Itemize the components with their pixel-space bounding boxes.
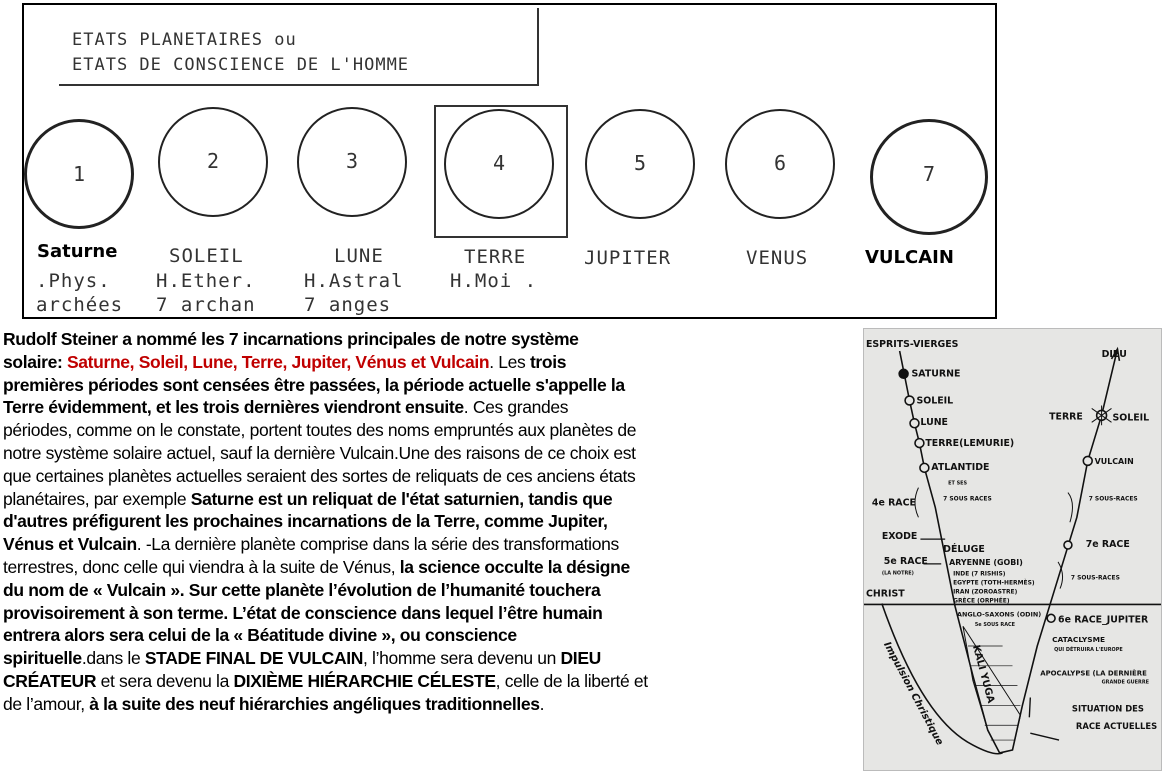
text-segment: .: [539, 693, 545, 714]
label-lune: LUNE: [920, 417, 948, 429]
bold-text: d'autres préfigurent les prochaines incarnations de la Terre, comme Jupiter,: [3, 511, 608, 532]
label-sous-races-right-1: 7 SOUS-RACES: [1088, 495, 1138, 503]
bold-text: Rudolf Steiner a nommé les 7 incarnations principales de notre système: [3, 329, 579, 349]
label-saturne: SATURNE: [911, 368, 961, 380]
text-line: [3, 442, 861, 465]
label-grece: GRÈCE (ORPHÉE): [953, 597, 1010, 605]
label-soleil-right: SOLEIL: [1112, 412, 1150, 424]
figure-title-line-2: ETATS DE CONSCIENCE DE L'HOMME: [72, 55, 410, 75]
label-sous-race-5: 5e SOUS RACE: [974, 622, 1016, 629]
label-iran: IRAN (ZOROASTRE): [953, 588, 1018, 596]
text-segment: .dans le: [81, 648, 145, 669]
circle-number: 6: [773, 151, 787, 175]
text-line: [3, 419, 861, 442]
circle-number: 1: [72, 162, 86, 186]
label-et-ses: ET SES: [948, 480, 968, 487]
label-dieu: DIEU: [1101, 348, 1127, 360]
row3-archanges: 7 archan: [156, 294, 256, 316]
label-soleil: SOLEIL: [169, 245, 244, 267]
text-line: [3, 488, 861, 511]
planet-circle-2: [158, 107, 268, 217]
label-impulsion-christique: Impulsion Christique: [881, 640, 945, 748]
bold-text: CRÉATEUR: [3, 670, 97, 691]
bold-text: Vénus et Vulcain: [3, 534, 137, 555]
text-segment: de l’amour,: [3, 693, 90, 714]
planet-circle-5: [585, 109, 695, 219]
bold-text: Saturne est un reliquat de l'état saturnien, tandis que: [190, 488, 613, 509]
row2-ether: H.Ether.: [156, 270, 256, 292]
bold-text: à la suite des neuf hiérarchies angéliques traditionnelles: [89, 693, 540, 714]
figure-title-line-1: ETATS PLANETAIRES ou: [72, 30, 297, 50]
text-segment: . Les: [489, 351, 530, 372]
text-line: [3, 510, 861, 533]
bold-text: entrera alors sera celui de la « Béatitude divine », ou conscience: [3, 625, 517, 646]
text-segment: . Ces grandes: [463, 397, 569, 418]
planet-circle-6: [725, 109, 835, 219]
text-segment: . -La dernière planète comprise dans la série des transformations: [136, 534, 619, 555]
planet-circle-4: [444, 109, 554, 219]
text-line: [3, 670, 861, 693]
bold-text: DIEU: [560, 648, 601, 669]
label-race-6-jupiter: 6e RACE_JUPITER: [1058, 614, 1149, 626]
text-line: [3, 351, 861, 374]
text-line: [3, 465, 861, 488]
label-jupiter: JUPITER: [584, 247, 672, 269]
label-race-7: 7e RACE: [1085, 539, 1130, 551]
text-segment: terrestres, donc celle qui viendra à la suite de Vénus,: [3, 556, 400, 577]
label-race-4: 4e RACE: [871, 497, 916, 509]
text-line: [3, 602, 861, 625]
circle-number: 3: [345, 149, 359, 173]
label-christ: CHRIST: [865, 588, 905, 600]
label-race-5: 5e RACE: [883, 555, 928, 567]
text-segment: périodes, comme on le constate, portent toutes des noms empruntés aux planètes de: [3, 420, 637, 441]
label-terre: TERRE: [464, 246, 527, 268]
row2-astral: H.Astral: [304, 270, 404, 292]
bold-text: STADE FINAL DE VULCAIN: [144, 648, 364, 669]
evolution-curve: [900, 349, 1118, 753]
bold-text: la science occulte la désigne: [399, 556, 630, 577]
bold-text: premières périodes sont censées être passées, la période actuelle s'appelle la: [3, 374, 625, 395]
bold-text: provisoirement à son terme. L’état de conscience dans lequel l’être humain: [3, 602, 603, 623]
text-line: [3, 396, 861, 419]
row2-phys: .Phys.: [36, 270, 111, 292]
figure-title-box: [59, 8, 539, 86]
bold-text: Terre évidemment, et les trois dernières viendront ensuite: [3, 397, 464, 418]
bold-text: du nom de « Vulcain ». Sur cette planète l’évolution de l’humanité touchera: [3, 579, 601, 600]
planetary-states-figure: [22, 3, 997, 319]
bold-text: DIXIÈME HIÉRARCHIE CÉLESTE: [233, 670, 496, 691]
text-segment: , celle de la liberté et: [495, 670, 648, 691]
label-apocalypse: APOCALYPSE (LA DERNIÈRE: [1040, 669, 1147, 678]
label-terre: TERRE: [1049, 411, 1083, 423]
text-line: [3, 533, 861, 556]
label-la-notre: (LA NOTRE): [881, 570, 914, 577]
label-sous-races-left: 7 SOUS RACES: [943, 495, 992, 503]
bold-text: solaire:: [3, 351, 67, 372]
text-line: [3, 556, 861, 579]
label-soleil: SOLEIL: [916, 395, 954, 407]
circle-number: 5: [633, 151, 647, 175]
label-deluge: DÉLUGE: [943, 543, 985, 555]
label-venus: VENUS: [746, 247, 809, 269]
row3-archees: archées: [36, 294, 124, 316]
label-lune: LUNE: [334, 245, 384, 267]
label-exode: EXODE: [881, 531, 918, 543]
circle-number: 2: [206, 149, 220, 173]
label-cataclysme-sub: QUI DÉTRUIRA L'EUROPE: [1054, 646, 1123, 653]
label-inde: INDE (7 RISHIS): [953, 570, 1006, 578]
planet-circle-1: [24, 119, 134, 229]
text-segment: notre système solaire actuel, sauf la dernière Vulcain.Une des raisons de ce choix est: [3, 442, 636, 463]
article-paragraph: [3, 328, 861, 716]
label-situation-2: RACE ACTUELLES: [1075, 721, 1158, 732]
label-terre-lemurie: TERRE(LEMURIE): [925, 438, 1015, 450]
label-egypte: EGYPTE (TOTH-HERMÈS): [953, 579, 1035, 587]
label-apocalypse-sub: GRANDE GUERRE: [1101, 679, 1150, 686]
label-situation-1: SITUATION DES: [1071, 703, 1144, 714]
text-line: [3, 693, 861, 716]
label-kali-yuga: KALI YUGA: [970, 643, 997, 705]
label-anglo-saxons: ANGLO-SAXONS (ODIN): [957, 610, 1042, 619]
label-atlantide: ATLANTIDE: [931, 461, 990, 473]
label-vulcain: VULCAIN: [859, 247, 960, 268]
evolution-scheme-diagram: [863, 328, 1162, 771]
text-segment: que certaines planètes actuelles seraient des sortes de reliquats de ces anciens états: [3, 465, 636, 486]
bold-text: spirituelle: [3, 648, 82, 669]
text-segment: planétaires, par exemple: [3, 488, 191, 509]
text-line: [3, 328, 861, 351]
label-esprits-vierges: ESPRITS-VIERGES: [865, 339, 959, 351]
label-aryenne: ARYENNE (GOBI): [949, 557, 1023, 567]
label-cataclysme: CATACLYSME: [1052, 635, 1106, 645]
circle-number: 4: [492, 151, 506, 175]
text-line: [3, 624, 861, 647]
text-segment: , l’homme sera devenu un: [363, 648, 561, 669]
highlighted-planet-list: Saturne, Soleil, Lune, Terre, Jupiter, Vénus et Vulcain: [66, 351, 490, 372]
row2-moi: H.Moi .: [450, 270, 538, 292]
label-sous-races-right-2: 7 SOUS-RACES: [1070, 574, 1120, 582]
planet-circle-3: [297, 107, 407, 217]
circle-number: 7: [922, 162, 936, 186]
planet-circle-7: [870, 119, 988, 235]
text-line: [3, 579, 861, 602]
label-saturne: Saturne: [37, 241, 118, 262]
bold-text: trois: [529, 351, 567, 372]
label-vulcain: VULCAIN: [1094, 456, 1134, 466]
text-line: [3, 374, 861, 397]
row3-anges: 7 anges: [304, 294, 392, 316]
text-line: [3, 647, 861, 670]
text-segment: et sera devenu la: [96, 670, 234, 691]
